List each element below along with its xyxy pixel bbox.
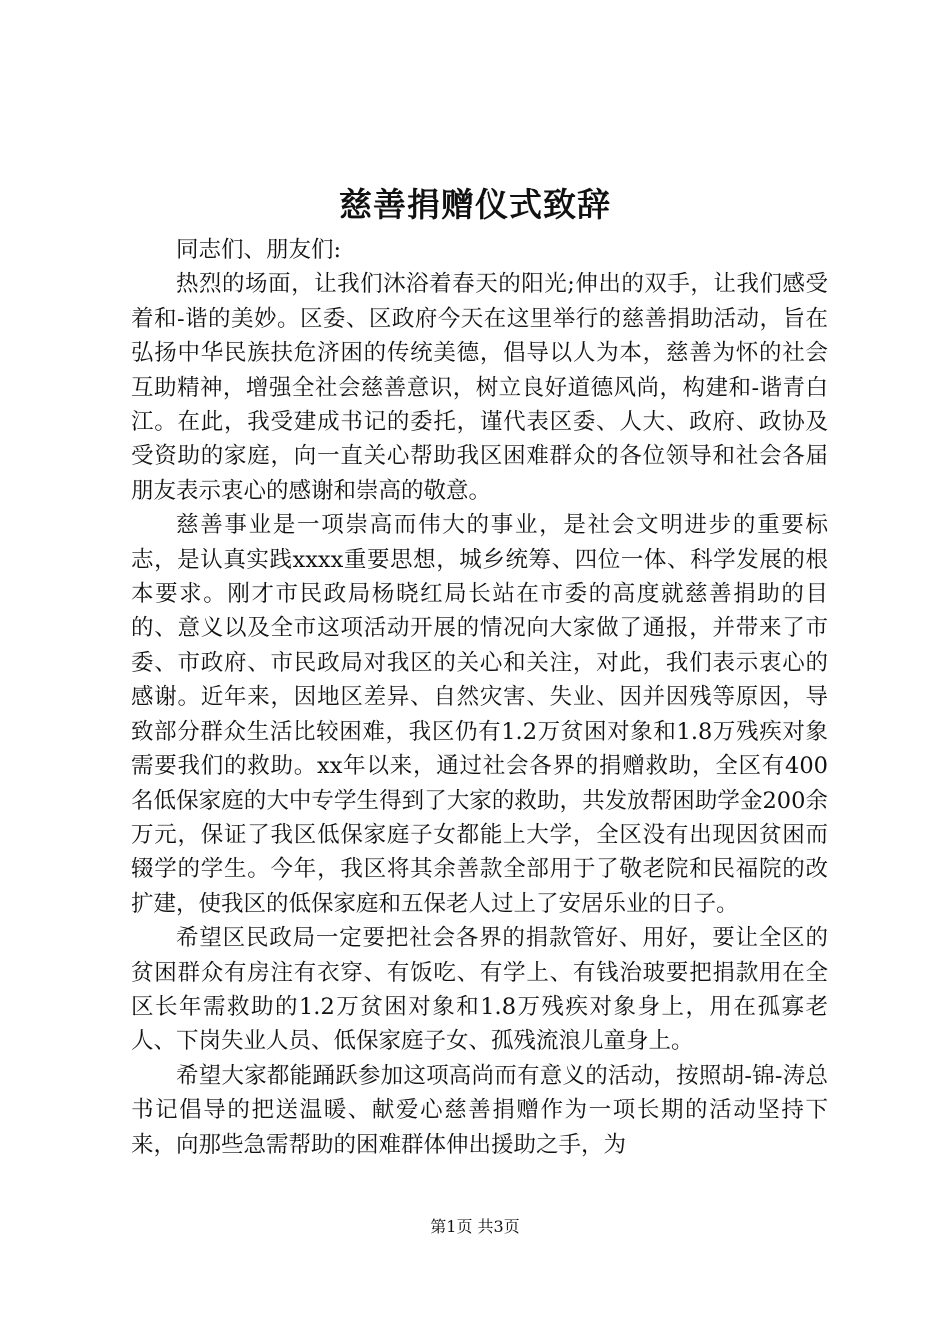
paragraph-1: 热烈的场面，让我们沐浴着春天的阳光;伸出的双手，让我们感受着和-谐的美妙。区委、区政府今天在这里举行的慈善捐助活动，旨在弘扬中华民族扶危济困的传统美德，倡导以人为本，慈善为怀的社会互助精神，增强全社会慈善意识，树立良好道德风尚，构建和-谐青白江。在此，我受建成书记的委托，谨代表区委、人大、政府、政协及受资助的家庭，向一直关心帮助我区困难群众的各位领导和社会各届朋友表示衷心的感谢和崇高的敬意。 bbox=[131, 271, 828, 504]
page-number-footer: 第1页 共3页 bbox=[430, 1217, 520, 1236]
paragraph-4: 希望大家都能踊跃参加这项高尚而有意义的活动，按照胡-锦-涛总书记倡导的把送温暖、献爱心慈善捐赠作为一项长期的活动坚持下来，向那些急需帮助的困难群体伸出援助之手，为 bbox=[131, 1062, 828, 1158]
document-body bbox=[131, 233, 828, 1162]
greeting-line: 同志们、朋友们: bbox=[176, 237, 342, 263]
paragraph-3: 希望区民政局一定要把社会各界的捐款管好、用好，要让全区的贫困群众有房注有衣穿、有饭吃、有学上、有钱治玻要把捐款用在全区长年需救助的1.2万贫困对象和1.8万残疾对象身上，用在孤寡老人、下岗失业人员、低保家庭子女、孤残流浪儿童身上。 bbox=[131, 925, 828, 1055]
paragraph-2: 慈善事业是一项崇高而伟大的事业，是社会文明进步的重要标志，是认真实践xxxx重要思想，城乡统筹、四位一体、科学发展的根本要求。刚才市民政局杨晓红局长站在市委的高度就慈善捐助的目的、意义以及全市这项活动开展的情况向大家做了通报，并带来了市委、市政府、市民政局对我区的关心和关注，对此，我们表示衷心的感谢。近年来，因地区差异、自然灾害、失业、因并因残等原因，导致部分群众生活比较困难，我区仍有1.2万贫困对象和1.8万残疾对象需要我们的救助。xx年以来，通过社会各界的捐赠救助，全区有400名低保家庭的大中专学生得到了大家的救助，共发放帮困助学金200余万元，保证了我区低保家庭子女都能上大学，全区没有出现因贫困而辍学的学生。今年，我区将其余善款全部用于了敬老院和民福院的改扩建，使我区的低保家庭和五保老人过上了安居乐业的日子。 bbox=[131, 512, 828, 917]
document-title: 慈善捐赠仪式致辞 bbox=[339, 185, 611, 224]
